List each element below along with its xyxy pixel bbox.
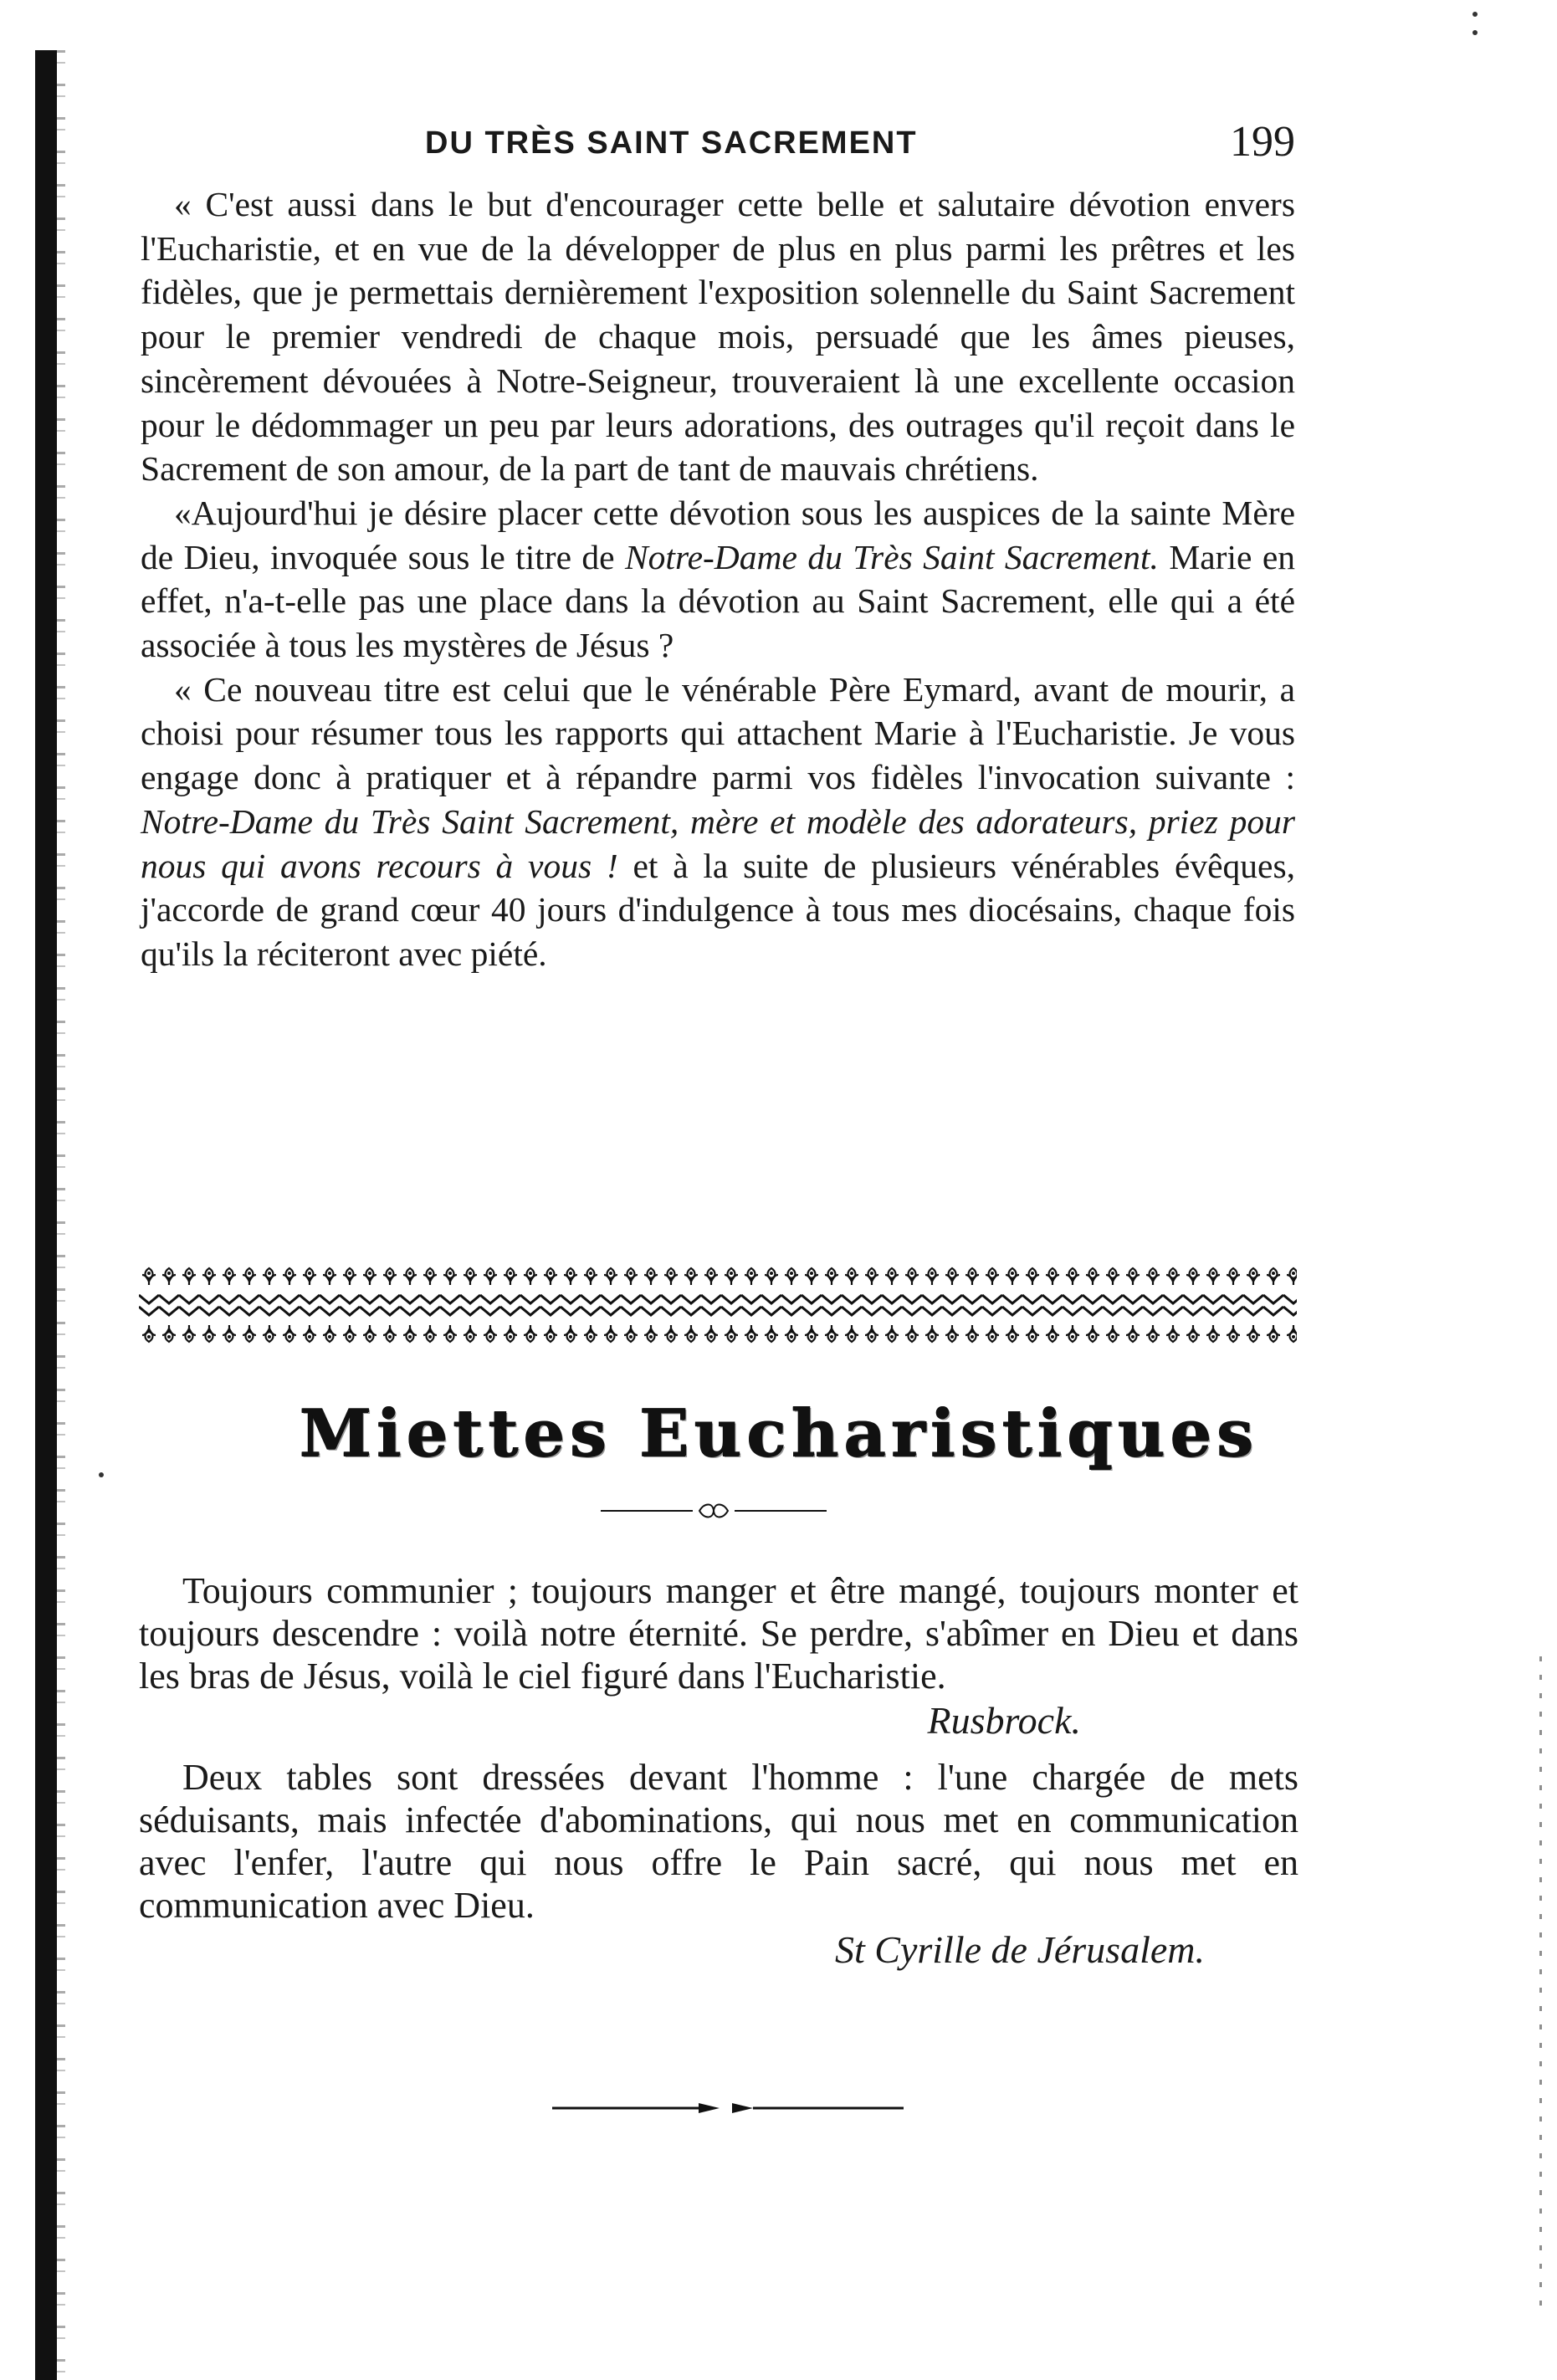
stray-mark (99, 1472, 104, 1477)
quote-author: Rusbrock. (927, 1699, 1081, 1742)
stray-mark (1472, 12, 1478, 17)
quote: Toujours communier ; toujours manger et être mangé, toujours monter et toujours descendre : voilà notre éternité. Se perdre, s'abîmer en Dieu et dans les bras de Jésus, voilà le ciel figuré dans l'Eucharistie. (139, 1570, 1298, 1697)
fleuron-border-icon (139, 1267, 1297, 1344)
edge-speckle (1539, 1656, 1542, 2309)
text-run: et à la suite de plusieurs vénérables évêques, j'accorde de grand cœur 40 jours d'indulgence à tous mes diocésains, chaque fois qu'ils la réciteront avec piété. (141, 846, 1295, 973)
paragraph (141, 668, 1295, 976)
page-number: 199 (1230, 118, 1295, 166)
small-fleuron-rule-icon (601, 1501, 827, 1521)
quote: Deux tables sont dressées devant l'homme : l'une chargée de mets séduisants, mais infectée d'abominations, qui nous met en communication avec l'enfer, l'autre qui nous offre le Pain sacré, qui nous met en communication avec Dieu. (139, 1757, 1298, 1926)
miettes-section (139, 1569, 1298, 1973)
stray-mark (1472, 30, 1478, 35)
paragraph (141, 491, 1295, 668)
text-run: Marie en effet, n'a-t-elle pas une place dans la dévotion au Saint Sacrement, elle qui a été associée à tous les mystères de Jésus ? (141, 537, 1295, 665)
arrow-rule-icon (552, 2100, 904, 2116)
italic-run: Notre-Dame du Très Saint Sacrement. (625, 537, 1159, 576)
italic-run: Notre-Dame du Très Saint Sacrement, mère et modèle des adorateurs, priez pour nous qui avons recours à vous ! (141, 801, 1295, 885)
text-run: «Aujourd'hui je désire placer cette dévotion sous les auspices de la sainte Mère de Dieu, invoquée sous le titre de (141, 493, 1295, 576)
binding-speckle (57, 50, 65, 2380)
binding-edge (35, 50, 57, 2380)
quote-author: St Cyrille de Jérusalem. (834, 1928, 1205, 1971)
letter-text (141, 182, 1295, 976)
running-header (141, 117, 1295, 167)
section-title: Miettes Eucharistiques (299, 1395, 1258, 1472)
text-run: « Ce nouveau titre est celui que le vénérable Père Eymard, avant de mourir, a choisi pour résumer tous les rapports qui attachent Marie à l'Eucharistie. Je vous engage donc à pratiquer et à répandre parmi vos fidèles l'invocation suivante : (141, 669, 1295, 797)
paragraph: « C'est aussi dans le but d'encourager cette belle et salutaire dévotion envers l'Eucharistie, et en vue de la développer de plus en plus parmi les prêtres et les fidèles, que je permettais dernièrement l'exposition solennelle du Saint Sacrement pour le premier vendredi de chaque mois, persuadé que les âmes pieuses, sincèrement dévouées à Notre-Seigneur, trouveraient là une excellente occasion pour le dédommager un peu par leurs adorations, des outrages qu'il reçoit dans le Sacrement de son amour, de la part de tant de mauvais chrétiens. (141, 185, 1295, 489)
running-title: DU TRÈS SAINT SACREMENT (425, 125, 918, 161)
